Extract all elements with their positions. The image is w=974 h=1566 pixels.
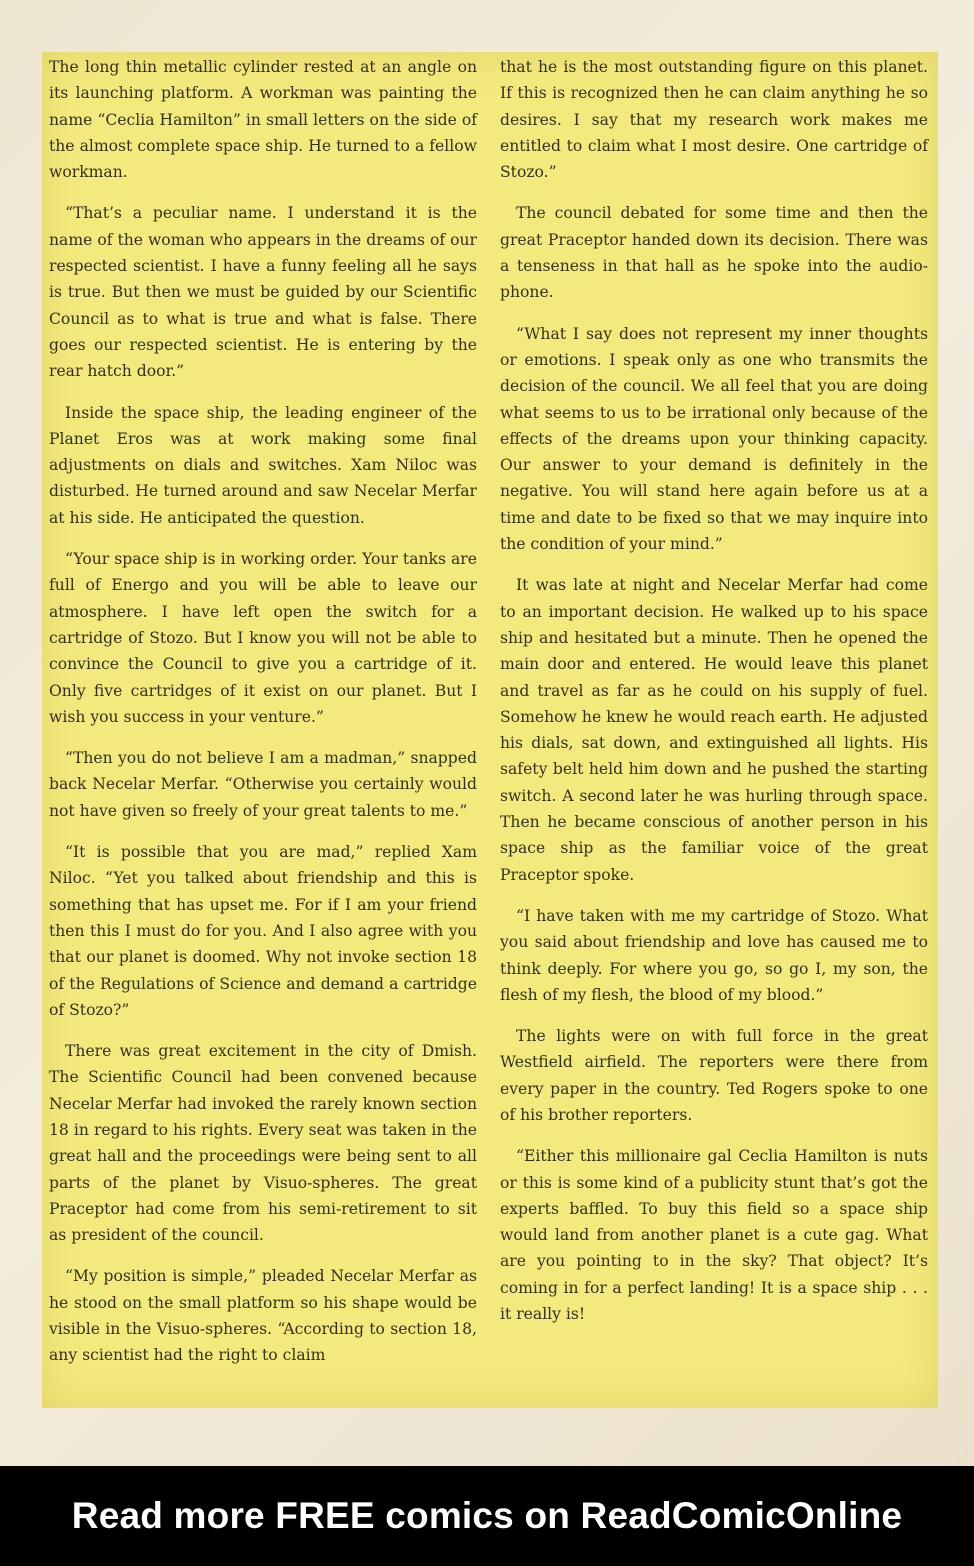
story-paragraph: “That’s a peculiar name. I understand it is the name of the woman who appears in the dreams of our respected scientist. I have a funny feeling all he says is true. But then we must be guided by our Scientific Council as to what is true and what is false. There goes our respected scientist. He is entering by the rear hatch door.”	[49, 204, 477, 381]
story-paragraph: that he is the most outstanding figure on this planet. If this is recognized then he can claim anything he so desires. I say that my research work makes me entitled to claim what I most desire. One cartridge of Stozo.”	[500, 58, 928, 182]
story-paragraph: The council debated for some time and then the great Praceptor handed down its decision. There was a tenseness in that hall as he spoke into the audio-phone.	[500, 204, 928, 302]
story-paragraph: “Then you do not believe I am a madman,” snapped back Necelar Merfar. “Otherwise you certainly would not have given so freely of your great talents to me.”	[49, 749, 477, 820]
story-paragraph: The lights were on with full force in the great Westfield airfield. The reporters were there from every paper in the country. Ted Rogers spoke to one of his brother reporters.	[500, 1027, 928, 1124]
story-paragraph: “What I say does not represent my inner thoughts or emotions. I speak only as one who transmits the decision of the council. We all feel that you are doing what seems to us to be irrational only because of the effects of the dreams upon your thinking capacity. Our answer to your demand is definitely in the negative. You will stand here again before us at a time and date to be fixed so that we may inquire into the condition of your mind.”	[500, 324, 928, 554]
story-paragraph: “Either this millionaire gal Ceclia Hamilton is nuts or this is some kind of a publicity stunt that’s got the experts baffled. To buy this field so a space ship would land from another planet is a cute gag. What are you pointing to in the sky? That object? It’s coming in for a perfect landing! It is a space ship . . . it really is!	[500, 1147, 928, 1324]
promo-banner-text[interactable]: Read more FREE comics on ReadComicOnline	[71, 1495, 903, 1536]
story-paragraph: “Your space ship is in working order. Your tanks are full of Energo and you will be able to leave our atmosphere. I have left open the switch for a cartridge of Stozo. But I know you will not be able to convince the Council to give you a cartridge of it. Only five cartridges of it exist on our planet. But I wish you success in your venture.”	[49, 550, 477, 726]
story-column-left	[49, 54, 477, 1384]
story-paragraph: The long thin metallic cylinder rested at an angle on its launching platform. A workman was painting the name “Ceclia Hamilton” in small letters on the side of the almost complete space ship. He turned to a fellow workman.	[49, 58, 477, 182]
story-paragraph: There was great excitement in the city of Dmish. The Scientific Council had been convened because Necelar Merfar had invoked the rarely known section 18 in regard to his rights. Every seat was taken in the great hall and the proceedings were being sent to all parts of the planet by Visuo-spheres. The great Praceptor had come from his semi-retirement to sit as president of the council.	[49, 1042, 477, 1245]
story-paragraph: It was late at night and Necelar Merfar had come to an important decision. He walked up to his space ship and hesitated but a minute. Then he opened the main door and entered. He would leave this planet and travel as far as he could on his supply of fuel. Somehow he knew he would reach earth. He adjusted his dials, sat down, and extinguished all lights. His safety belt held him down and he pushed the starting switch. A second later he was hurling through space. Then he became conscious of another person in his space ship as the familiar voice of the great Praceptor spoke.	[500, 576, 928, 884]
story-paragraph: “My position is simple,” pleaded Necelar Merfar as he stood on the small platform so his shape would be visible in the Visuo-spheres. “According to section 18, any scientist had the right to claim	[49, 1267, 477, 1365]
story-paragraph: “It is possible that you are mad,” replied Xam Niloc. “Yet you talked about friendship and this is something that has upset me. For if I am your friend then this I must do for you. And I also agree with you that our planet is doomed. Why not invoke section 18 of the Regulations of Science and demand a cartridge of Stozo?”	[49, 843, 477, 1019]
story-column-right	[500, 54, 928, 1342]
story-paragraph: Inside the space ship, the leading engineer of the Planet Eros was at work making some final adjustments on dials and switches. Xam Niloc was disturbed. He turned around and saw Necelar Merfar at his side. He anticipated the question.	[49, 403, 477, 527]
story-paragraph: “I have taken with me my cartridge of Stozo. What you said about friendship and love has caused me to think deeply. For where you go, so go I, my son, the flesh of my flesh, the blood of my blood.”	[500, 906, 928, 1004]
promo-banner[interactable]	[0, 1466, 974, 1566]
